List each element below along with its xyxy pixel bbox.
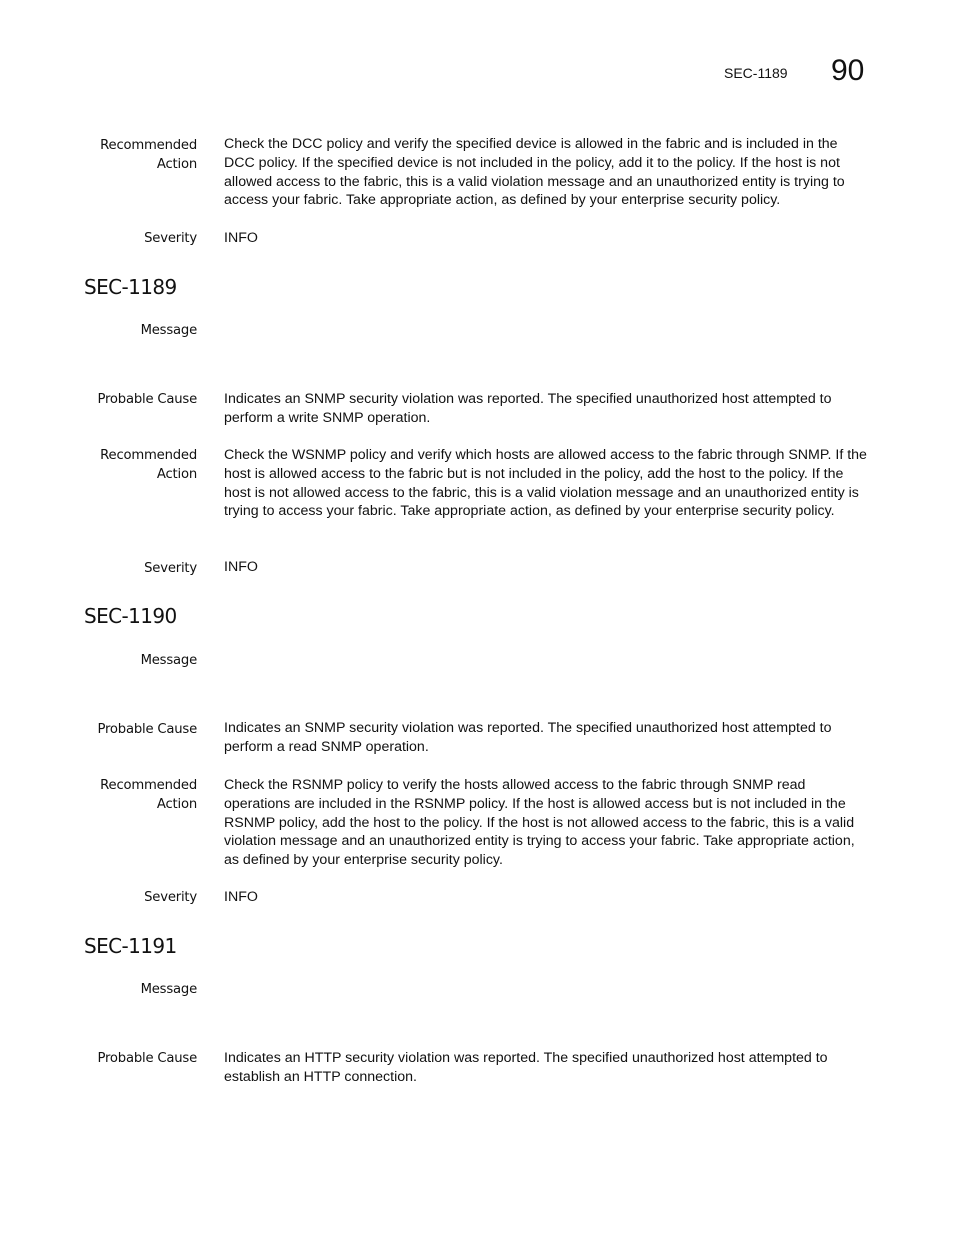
section-title: SEC-1191 (84, 934, 177, 958)
recommended-action-label: Recommended Action (100, 448, 197, 482)
message-label: Message (140, 982, 197, 997)
severity-value: INFO (224, 559, 258, 575)
recommended-action-text: Check the RSNMP policy to verify the hosts allowed access to the fabric through SNMP read operations are included in the RSNMP policy. If the host is allowed access but is not included in the RSNMP policy, add the host to the policy. If the host is not allowed access to the fabric, this is a valid violation message and an unauthorized entity is trying to access your fabric. Take appropriate action, as defined by your enterprise security policy. (224, 777, 855, 869)
severity-label: Severity (144, 231, 197, 246)
probable-cause-label: Probable Cause (97, 722, 197, 737)
message-label: Message (140, 653, 197, 668)
probable-cause-text: Indicates an HTTP security violation was reported. The specified unauthorized host attempted to establish an HTTP connection. (224, 1050, 828, 1085)
probable-cause-text: Indicates an SNMP security violation was reported. The specified unauthorized host attempted to perform a read SNMP operation. (224, 720, 832, 755)
section-title: SEC-1190 (84, 604, 177, 628)
severity-value: INFO (224, 230, 258, 246)
recommended-action-label: Recommended Action (100, 138, 197, 172)
message-label: Message (140, 323, 197, 338)
probable-cause-label: Probable Cause (97, 392, 197, 407)
recommended-action-text: Check the WSNMP policy and verify which hosts are allowed access to the fabric through SNMP. If the host is allowed access to the fabric but is not included in the policy, add the host to the policy. If the host is not allowed access to the fabric, this is a valid violation message and an unauthorized entity is trying to access your fabric. Take appropriate action, as defined by your enterprise security policy. (224, 447, 867, 520)
severity-value: INFO (224, 889, 258, 905)
chapter-number: 90 (831, 54, 865, 87)
severity-label: Severity (144, 890, 197, 905)
section-title: SEC-1189 (84, 275, 177, 299)
probable-cause-text: Indicates an SNMP security violation was reported. The specified unauthorized host attempted to perform a write SNMP operation. (224, 391, 832, 426)
running-header-section: SEC-1189 (724, 65, 788, 81)
recommended-action-text: Check the DCC policy and verify the specified device is allowed in the fabric and is included in the DCC policy. If the specified device is not included in the policy, add it to the policy. If the host is not allowed access to the fabric, this is a valid violation message and an unauthorized entity is trying to access your fabric. Take appropriate action, as defined by your enterprise security policy. (224, 136, 845, 209)
recommended-action-label: Recommended Action (100, 778, 197, 812)
probable-cause-label: Probable Cause (97, 1051, 197, 1066)
severity-label: Severity (144, 561, 197, 576)
